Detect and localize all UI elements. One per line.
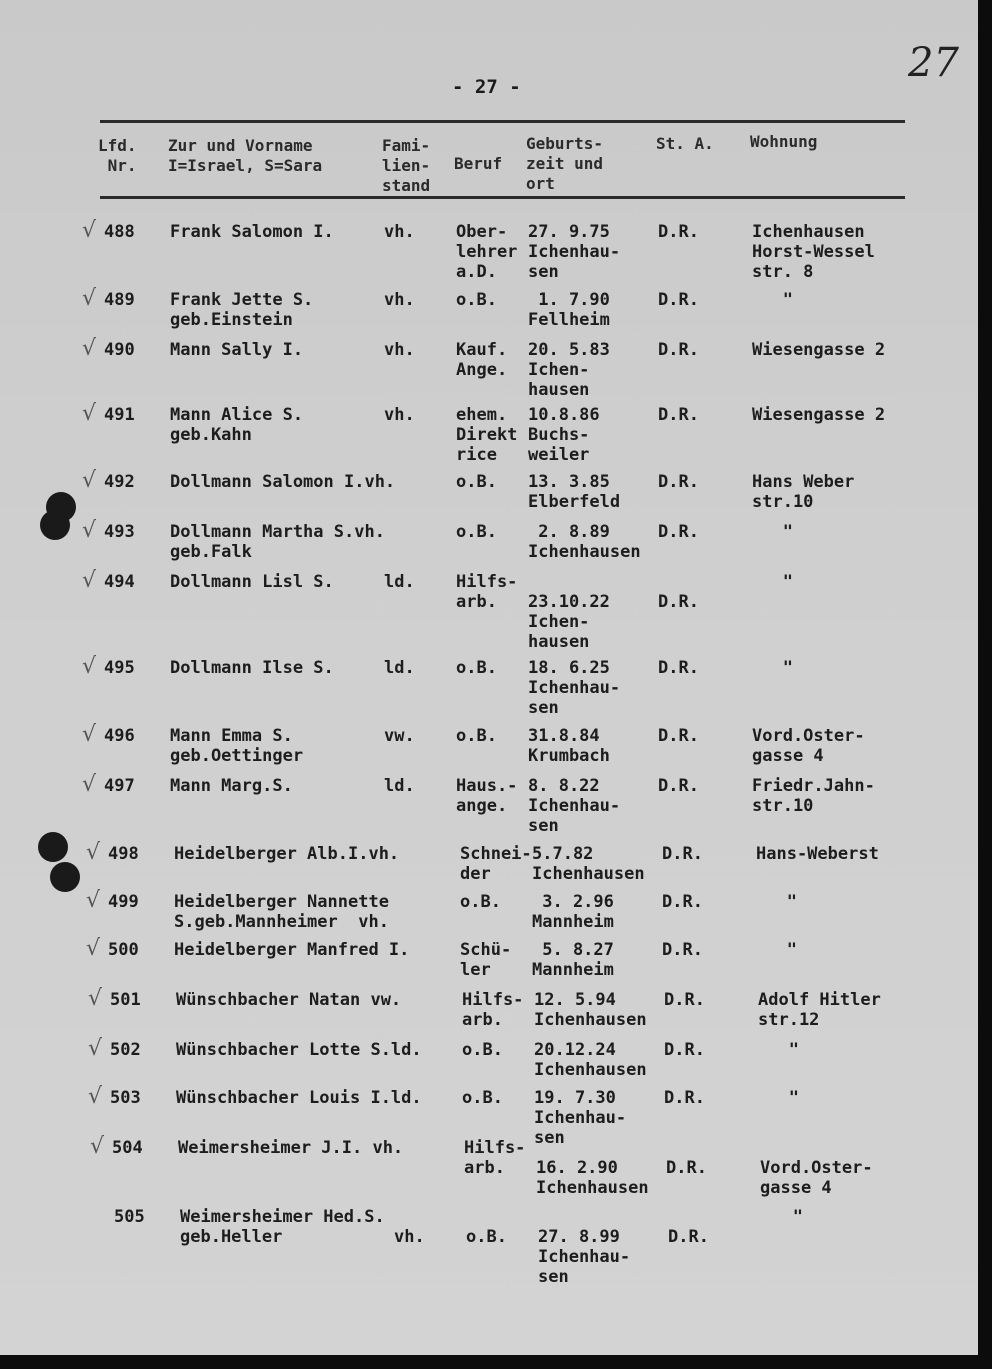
row-birth: 18. 6.25 Ichenhau- sen (528, 658, 621, 718)
row-residence: " (756, 940, 797, 960)
row-occupation: Hilfs- arb. (464, 1138, 526, 1178)
row-citizenship: D.R. (658, 522, 699, 542)
row-citizenship: D.R. (662, 892, 703, 912)
row-residence: " (762, 1207, 803, 1227)
row-name: Dollmann Salomon I.vh. (170, 472, 396, 492)
header-citizenship: St. A. (656, 134, 714, 153)
row-number: 494 (104, 572, 135, 592)
row-number: 493 (104, 522, 135, 542)
row-residence: Wiesengasse 2 (752, 405, 886, 425)
row-occupation: Hilfs- arb. (456, 572, 518, 612)
scan-border-bottom (0, 1355, 992, 1369)
row-name: Heidelberger Manfred I. (174, 940, 410, 960)
check-mark: √ (88, 1036, 103, 1061)
row-birth: 19. 7.30 Ichenhau- sen (534, 1088, 627, 1148)
row-citizenship: D.R. (658, 290, 699, 310)
row-birth: 12. 5.94 Ichenhausen (534, 990, 647, 1030)
row-citizenship: D.R. (658, 776, 699, 796)
row-name: Mann Sally I. (170, 340, 304, 360)
row-residence: Ichenhausen Horst-Wessel str. 8 (752, 222, 875, 282)
row-occupation: o.B. (466, 1227, 507, 1247)
row-family-status: ld. (384, 658, 415, 678)
row-number: 495 (104, 658, 135, 678)
row-name: Weimersheimer Hed.S. geb.Heller (180, 1207, 385, 1247)
row-citizenship: D.R. (662, 844, 703, 864)
row-family-status: vh. (384, 290, 415, 310)
row-residence: Hans-Weberst (756, 844, 879, 864)
check-mark: √ (82, 286, 97, 311)
row-number: 489 (104, 290, 135, 310)
row-number: 490 (104, 340, 135, 360)
row-number: 503 (110, 1088, 141, 1108)
row-occupation: ehem. Direkt rice (456, 405, 518, 465)
check-mark: √ (88, 1084, 103, 1109)
check-mark: √ (82, 568, 97, 593)
row-birth: 10.8.86 Buchs- weiler (528, 405, 600, 465)
row-citizenship: D.R. (664, 1040, 705, 1060)
row-name: Dollmann Ilse S. (170, 658, 334, 678)
row-number: 488 (104, 222, 135, 242)
row-residence: Wiesengasse 2 (752, 340, 886, 360)
row-name: Wünschbacher Louis I.ld. (176, 1088, 422, 1108)
row-occupation: o.B. (456, 472, 497, 492)
row-citizenship: D.R. (658, 726, 699, 746)
header-bottom-rule (100, 196, 905, 199)
row-name: Weimersheimer J.I. vh. (178, 1138, 404, 1158)
check-mark: √ (82, 518, 97, 543)
row-occupation: Schü- ler (460, 940, 512, 980)
row-birth: 5. 8.27 Mannheim (532, 940, 614, 980)
check-mark: √ (86, 840, 101, 865)
row-occupation: Kauf. Ange. (456, 340, 508, 380)
check-mark: √ (82, 336, 97, 361)
row-occupation: Haus.- ange. (456, 776, 518, 816)
check-mark: √ (82, 772, 97, 797)
header-birth: Geburts- zeit und ort (526, 134, 604, 193)
row-number: 504 (112, 1138, 143, 1158)
row-citizenship: D.R. (664, 1088, 705, 1108)
row-name: Mann Emma S. geb.Oettinger (170, 726, 304, 766)
row-family-status: ld. (384, 572, 415, 592)
row-residence: Hans Weber str.10 (752, 472, 855, 512)
row-number: 491 (104, 405, 135, 425)
row-birth: 27. 9.75 Ichenhau- sen (528, 222, 621, 282)
row-name: Wünschbacher Lotte S.ld. (176, 1040, 422, 1060)
header-family-status: Fami- lien- stand (382, 136, 431, 195)
row-residence: " (752, 522, 793, 542)
row-birth: 3. 2.96 Mannheim (532, 892, 614, 932)
row-residence: " (756, 892, 797, 912)
check-mark: √ (86, 888, 101, 913)
row-birth: 8. 8.22 Ichenhau- sen (528, 776, 621, 836)
row-citizenship: D.R. (658, 405, 699, 425)
row-name: Wünschbacher Natan vw. (176, 990, 402, 1010)
check-mark: √ (82, 468, 97, 493)
row-residence: Friedr.Jahn- str.10 (752, 776, 875, 816)
row-birth: 31.8.84 Krumbach (528, 726, 610, 766)
row-number: 505 (114, 1207, 145, 1227)
row-number: 501 (110, 990, 141, 1010)
row-citizenship: D.R. (658, 222, 699, 242)
row-number: 497 (104, 776, 135, 796)
punch-hole (38, 832, 68, 862)
row-residence: " (752, 572, 793, 592)
row-number: 502 (110, 1040, 141, 1060)
row-family-status: ld. (384, 776, 415, 796)
row-number: 500 (108, 940, 139, 960)
check-mark: √ (86, 936, 101, 961)
row-citizenship: D.R. (658, 340, 699, 360)
row-citizenship: D.R. (658, 592, 699, 612)
row-residence: " (752, 290, 793, 310)
row-name: Dollmann Lisl S. (170, 572, 334, 592)
header-top-rule (100, 120, 905, 123)
row-family-status: vh. (394, 1227, 425, 1247)
row-occupation: o.B. (456, 658, 497, 678)
row-family-status: vh. (384, 340, 415, 360)
header-occupation: Beruf (454, 154, 503, 173)
row-number: 492 (104, 472, 135, 492)
row-residence: Vord.Oster- gasse 4 (760, 1158, 873, 1198)
row-residence: " (758, 1088, 799, 1108)
row-birth: 20.12.24 Ichenhausen (534, 1040, 647, 1080)
row-birth: 1. 7.90 Fellheim (528, 290, 610, 330)
punch-hole (50, 862, 80, 892)
row-birth: 2. 8.89 Ichenhausen (528, 522, 641, 562)
row-citizenship: D.R. (658, 658, 699, 678)
row-residence: " (752, 658, 793, 678)
punch-hole (40, 510, 70, 540)
row-birth: 13. 3.85 Elberfeld (528, 472, 621, 512)
row-occupation: o.B. (460, 892, 501, 912)
row-number: 496 (104, 726, 135, 746)
check-mark: √ (82, 654, 97, 679)
row-occupation: o.B. (456, 522, 497, 542)
page-number: - 27 - (452, 76, 521, 98)
header-name: Zur und Vorname I=Israel, S=Sara (168, 136, 323, 175)
handwritten-page-number: 27 (908, 40, 959, 86)
row-family-status: vh. (384, 405, 415, 425)
row-name: Mann Alice S. geb.Kahn (170, 405, 304, 445)
row-name: Mann Marg.S. (170, 776, 293, 796)
header-residence: Wohnung (750, 132, 818, 151)
row-occupation: o.B. (456, 726, 497, 746)
row-name: Heidelberger Alb.I.vh. (174, 844, 400, 864)
row-occupation: Hilfs- arb. (462, 990, 524, 1030)
check-mark: √ (82, 218, 97, 243)
row-occupation: o.B. (456, 290, 497, 310)
row-name: Dollmann Martha S.vh. geb.Falk (170, 522, 385, 562)
row-name: Frank Salomon I. (170, 222, 334, 242)
row-name: Frank Jette S. geb.Einstein (170, 290, 314, 330)
row-residence: Vord.Oster- gasse 4 (752, 726, 865, 766)
scan-border-right (978, 0, 992, 1369)
row-birth: 20. 5.83 Ichen- hausen (528, 340, 610, 400)
row-birth: 23.10.22 Ichen- hausen (528, 592, 610, 652)
check-mark: √ (82, 722, 97, 747)
header-lfd-nr: Lfd. Nr. (98, 136, 137, 175)
row-number: 498 (108, 844, 139, 864)
row-citizenship: D.R. (666, 1158, 707, 1178)
check-mark: √ (90, 1134, 105, 1159)
row-citizenship: D.R. (662, 940, 703, 960)
row-occupation: Ober- lehrer a.D. (456, 222, 518, 282)
row-number: 499 (108, 892, 139, 912)
row-occupation: Schnei- der (460, 844, 532, 884)
row-family-status: vh. (384, 222, 415, 242)
row-residence: Adolf Hitler str.12 (758, 990, 881, 1030)
row-name: Heidelberger Nannette S.geb.Mannheimer vh. (174, 892, 389, 932)
check-mark: √ (88, 986, 103, 1011)
row-citizenship: D.R. (664, 990, 705, 1010)
row-occupation: o.B. (462, 1040, 503, 1060)
row-occupation: o.B. (462, 1088, 503, 1108)
row-birth: 16. 2.90 Ichenhausen (536, 1158, 649, 1198)
row-birth: 27. 8.99 Ichenhau- sen (538, 1227, 631, 1287)
row-residence: " (758, 1040, 799, 1060)
row-family-status: vw. (384, 726, 415, 746)
row-citizenship: D.R. (658, 472, 699, 492)
row-citizenship: D.R. (668, 1227, 709, 1247)
check-mark: √ (82, 401, 97, 426)
row-birth: 5.7.82 Ichenhausen (532, 844, 645, 884)
